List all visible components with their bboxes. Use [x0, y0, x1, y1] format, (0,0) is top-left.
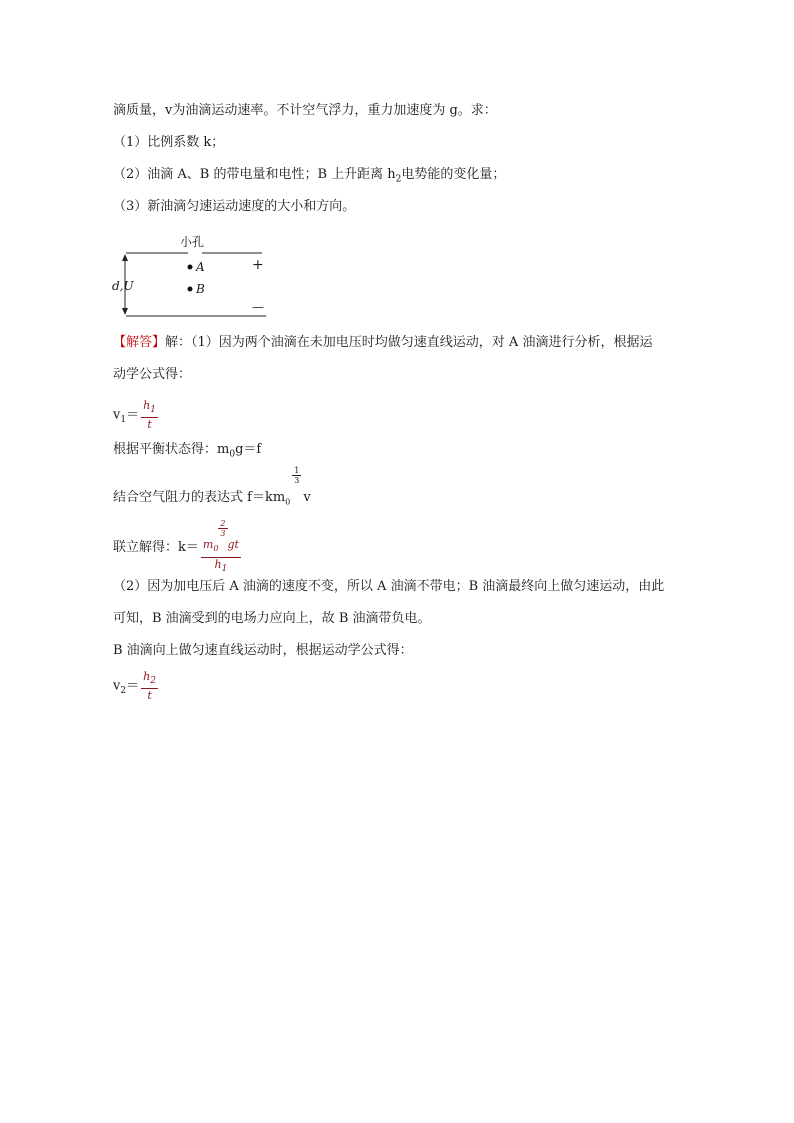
question-part-3: （3）新油滴匀速运动速度的大小和方向。	[113, 199, 356, 214]
question-part-1: （1）比例系数 k；	[113, 135, 225, 150]
v2-subscript: 2	[120, 686, 127, 697]
joint-text: 联立解得：k＝	[113, 540, 199, 555]
equals-sign: ＝	[126, 407, 140, 423]
h2-numerator: h	[143, 670, 151, 683]
question-part-2-rest: 电势能的变化量；	[401, 167, 506, 182]
fraction-k	[201, 519, 241, 575]
k-exponent-num: 2	[220, 519, 226, 529]
equation-balance	[113, 441, 261, 464]
k-gt: gt	[227, 538, 239, 552]
equation-v1	[113, 399, 160, 435]
v1-symbol: v	[113, 407, 121, 423]
solution-tag: 【解答】	[113, 335, 166, 350]
drag-exponent-num: 1	[294, 466, 300, 475]
label-a: A	[196, 260, 205, 274]
label-b: B	[196, 282, 205, 296]
equation-k	[113, 508, 243, 588]
fraction-h2-t	[141, 670, 158, 702]
k-h-subscript: 1	[221, 563, 228, 574]
part2-line-3: B 油滴向上做匀速直线运动时，根据运动学公式得：	[113, 643, 413, 658]
t-denominator: t	[141, 417, 158, 431]
drag-subscript: 0	[285, 497, 291, 507]
arrow-up-icon	[122, 254, 128, 261]
h1-numerator: h	[143, 399, 151, 412]
part2-line-2: 可知，B 油滴受到的电场力应向上，故 B 油滴带负电。	[113, 611, 431, 626]
drag-text: 结合空气阻力的表达式 f＝km	[113, 490, 286, 505]
t2-denominator: t	[141, 688, 158, 702]
solution-intro-text: 解：（1）因为两个油滴在未加电压时均做匀速直线运动，对 A 油滴进行分析，根据运	[165, 335, 653, 350]
balance-rest: g＝f	[235, 442, 262, 457]
drag-exponent-den: 3	[294, 476, 300, 485]
minus-sign: —	[252, 300, 264, 314]
solution-intro	[113, 334, 652, 352]
balance-subscript: 0	[229, 449, 236, 460]
v2-symbol: v	[113, 678, 121, 694]
plus-sign: +	[252, 257, 264, 273]
solution-intro-2: 动学公式得：	[113, 367, 192, 382]
k-m: m	[202, 538, 214, 552]
drag-v: v	[303, 490, 311, 505]
part2-line-1: （2）因为加电压后 A 油滴的速度不变，所以 A 油滴不带电；B 油滴最终向上做匀速运动，由此	[113, 579, 665, 594]
arrow-down-icon	[122, 308, 128, 315]
k-numerator	[201, 519, 241, 556]
question-part-2	[113, 166, 505, 189]
question-part-2-text: （2）油滴 A、B 的带电量和电性；B 上升距离 h	[113, 167, 396, 182]
h2-numerator-subscript: 2	[150, 676, 156, 687]
droplet-b	[188, 287, 193, 292]
v1-subscript: 1	[120, 415, 127, 426]
k-h: h	[214, 557, 222, 571]
hole-label: 小孔	[180, 235, 205, 249]
droplet-a	[188, 265, 193, 270]
k-exponent-den: 3	[220, 529, 226, 539]
h1-subscript: 1	[150, 405, 156, 416]
label-d-u: d,U	[112, 279, 134, 293]
question-line-1: 滴质量，v为油滴运动速率。不计空气浮力，重力加速度为 g。求：	[113, 103, 497, 118]
h2-subscript: 2	[395, 174, 402, 185]
equation-v2	[113, 670, 160, 706]
fraction-h1-t	[141, 399, 158, 431]
k-exponent	[218, 519, 227, 538]
equals-sign-2: ＝	[126, 678, 140, 694]
balance-text: 根据平衡状态得：m	[113, 442, 230, 457]
drag-exponent	[292, 466, 301, 485]
k-m-subscript: 0	[213, 544, 219, 554]
